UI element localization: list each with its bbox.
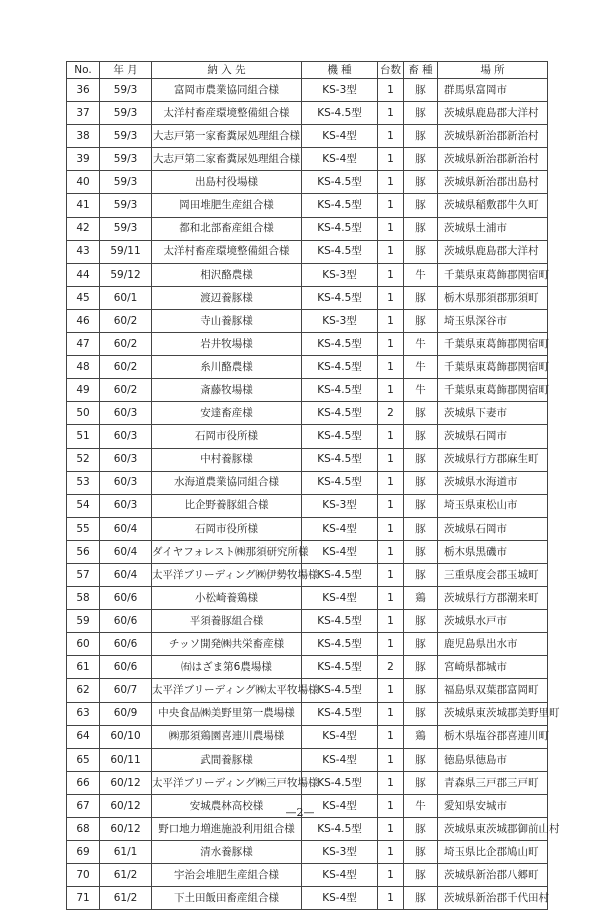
cell-no: 49	[67, 379, 100, 402]
table-row	[67, 125, 548, 148]
cell-model: KS-4.5型	[302, 771, 378, 794]
table-row	[67, 379, 548, 402]
cell-year-month: 60/4	[100, 540, 152, 563]
cell-destination: 大志戸第二家畜糞尿処理組合様	[152, 148, 302, 171]
cell-place: 茨城県石岡市	[438, 517, 548, 540]
cell-destination: 野口地力増進施設利用組合様	[152, 818, 302, 841]
table-row	[67, 471, 548, 494]
cell-year-month: 59/3	[100, 217, 152, 240]
header-place: 場 所	[438, 62, 548, 79]
cell-destination: 富岡市農業協同組合様	[152, 79, 302, 102]
cell-no: 47	[67, 333, 100, 356]
table-row	[67, 286, 548, 309]
cell-model: KS-3型	[302, 309, 378, 332]
cell-model: KS-3型	[302, 494, 378, 517]
cell-place: 鹿児島県出水市	[438, 633, 548, 656]
cell-model: KS-4.5型	[302, 702, 378, 725]
cell-no: 69	[67, 841, 100, 864]
cell-place: 茨城県新治郡新治村	[438, 125, 548, 148]
cell-year-month: 61/2	[100, 864, 152, 887]
cell-destination: 石岡市役所様	[152, 425, 302, 448]
cell-destination: 寺山養豚様	[152, 309, 302, 332]
cell-destination: 宇治会堆肥生産組合様	[152, 864, 302, 887]
cell-animal: 牛	[404, 794, 438, 817]
cell-units: 2	[378, 656, 404, 679]
cell-units: 1	[378, 309, 404, 332]
cell-place: 栃木県那須郡那須町	[438, 286, 548, 309]
header-destination: 納 入 先	[152, 62, 302, 79]
cell-year-month: 60/2	[100, 379, 152, 402]
cell-units: 1	[378, 633, 404, 656]
cell-model: KS-4.5型	[302, 194, 378, 217]
cell-model: KS-4.5型	[302, 610, 378, 633]
cell-place: 栃木県黒磯市	[438, 540, 548, 563]
cell-place: 千葉県東葛飾郡関宿町	[438, 379, 548, 402]
cell-year-month: 60/4	[100, 563, 152, 586]
cell-animal: 豚	[404, 540, 438, 563]
cell-year-month: 60/7	[100, 679, 152, 702]
cell-year-month: 60/6	[100, 587, 152, 610]
cell-units: 1	[378, 263, 404, 286]
cell-model: KS-4型	[302, 725, 378, 748]
cell-no: 67	[67, 794, 100, 817]
cell-year-month: 60/3	[100, 402, 152, 425]
cell-no: 46	[67, 309, 100, 332]
cell-units: 1	[378, 517, 404, 540]
cell-destination: 岩井牧場様	[152, 333, 302, 356]
cell-no: 45	[67, 286, 100, 309]
cell-year-month: 60/3	[100, 471, 152, 494]
table-row	[67, 725, 548, 748]
cell-destination: 安城農林高校様	[152, 794, 302, 817]
cell-animal: 豚	[404, 79, 438, 102]
cell-animal: 豚	[404, 610, 438, 633]
cell-year-month: 60/2	[100, 333, 152, 356]
cell-no: 59	[67, 610, 100, 633]
table-row	[67, 563, 548, 586]
cell-model: KS-4.5型	[302, 171, 378, 194]
cell-place: 茨城県行方郡潮来町	[438, 587, 548, 610]
cell-units: 1	[378, 864, 404, 887]
cell-place: 茨城県新治郡千代田村	[438, 887, 548, 910]
cell-animal: 豚	[404, 194, 438, 217]
cell-animal: 豚	[404, 748, 438, 771]
cell-destination: 石岡市役所様	[152, 517, 302, 540]
cell-model: KS-4型	[302, 864, 378, 887]
cell-model: KS-4.5型	[302, 356, 378, 379]
cell-units: 1	[378, 333, 404, 356]
cell-units: 1	[378, 887, 404, 910]
cell-destination: 太洋村畜産環境整備組合様	[152, 102, 302, 125]
cell-destination: 大志戸第一家畜糞尿処理組合様	[152, 125, 302, 148]
cell-model: KS-4.5型	[302, 102, 378, 125]
cell-year-month: 60/6	[100, 656, 152, 679]
cell-model: KS-4.5型	[302, 402, 378, 425]
cell-place: 埼玉県比企郡鳩山町	[438, 841, 548, 864]
table-row	[67, 194, 548, 217]
cell-year-month: 59/3	[100, 148, 152, 171]
cell-year-month: 60/2	[100, 309, 152, 332]
cell-animal: 豚	[404, 286, 438, 309]
cell-place: 茨城県鹿島郡大洋村	[438, 240, 548, 263]
cell-model: KS-4.5型	[302, 425, 378, 448]
cell-model: KS-4型	[302, 794, 378, 817]
cell-units: 1	[378, 286, 404, 309]
cell-place: 茨城県東茨城郡美野里町	[438, 702, 548, 725]
cell-units: 1	[378, 194, 404, 217]
cell-no: 37	[67, 102, 100, 125]
header-animal: 畜 種	[404, 62, 438, 79]
cell-animal: 牛	[404, 379, 438, 402]
cell-units: 1	[378, 425, 404, 448]
cell-year-month: 60/12	[100, 794, 152, 817]
cell-model: KS-4型	[302, 887, 378, 910]
table-row	[67, 887, 548, 910]
cell-animal: 豚	[404, 148, 438, 171]
cell-no: 66	[67, 771, 100, 794]
cell-no: 58	[67, 587, 100, 610]
cell-place: 茨城県石岡市	[438, 425, 548, 448]
cell-model: KS-4.5型	[302, 679, 378, 702]
cell-place: 千葉県東葛飾郡関宿町	[438, 356, 548, 379]
cell-destination: 渡辺養豚様	[152, 286, 302, 309]
cell-destination: 太平洋ブリーディング㈱伊勢牧場様	[152, 563, 302, 586]
cell-destination: 斎藤牧場様	[152, 379, 302, 402]
cell-no: 68	[67, 818, 100, 841]
cell-animal: 豚	[404, 494, 438, 517]
cell-no: 52	[67, 448, 100, 471]
cell-units: 2	[378, 402, 404, 425]
cell-place: 千葉県東葛飾郡関宿町	[438, 263, 548, 286]
table-row	[67, 771, 548, 794]
cell-year-month: 60/4	[100, 517, 152, 540]
cell-place: 茨城県稲敷郡牛久町	[438, 194, 548, 217]
cell-place: 茨城県東茨城郡御前山村	[438, 818, 548, 841]
cell-units: 1	[378, 217, 404, 240]
cell-destination: ㈲はざま第6農場様	[152, 656, 302, 679]
cell-animal: 牛	[404, 333, 438, 356]
cell-model: KS-4型	[302, 587, 378, 610]
table-row	[67, 494, 548, 517]
cell-place: 茨城県新治郡出島村	[438, 171, 548, 194]
cell-model: KS-4型	[302, 125, 378, 148]
cell-model: KS-4.5型	[302, 379, 378, 402]
cell-place: 茨城県土浦市	[438, 217, 548, 240]
table-row	[67, 633, 548, 656]
cell-year-month: 60/2	[100, 356, 152, 379]
cell-destination: 太平洋ブリーディング㈱三戸牧場様	[152, 771, 302, 794]
cell-place: 茨城県新治郡八郷町	[438, 864, 548, 887]
cell-no: 36	[67, 79, 100, 102]
cell-model: KS-3型	[302, 263, 378, 286]
cell-place: 茨城県行方郡麻生町	[438, 448, 548, 471]
cell-units: 1	[378, 171, 404, 194]
cell-destination: ㈱那須鶏園喜連川農場様	[152, 725, 302, 748]
cell-year-month: 60/6	[100, 633, 152, 656]
cell-model: KS-3型	[302, 841, 378, 864]
cell-destination: 安達畜産様	[152, 402, 302, 425]
cell-destination: 都和北部畜産組合様	[152, 217, 302, 240]
cell-place: 栃木県塩谷郡喜連川町	[438, 725, 548, 748]
header-no: No.	[67, 62, 100, 79]
header-year-month: 年 月	[100, 62, 152, 79]
table-row	[67, 864, 548, 887]
cell-no: 57	[67, 563, 100, 586]
cell-units: 1	[378, 610, 404, 633]
cell-animal: 豚	[404, 633, 438, 656]
table-row	[67, 171, 548, 194]
cell-units: 1	[378, 702, 404, 725]
cell-place: 群馬県富岡市	[438, 79, 548, 102]
cell-units: 1	[378, 725, 404, 748]
cell-no: 40	[67, 171, 100, 194]
table-row	[67, 679, 548, 702]
cell-units: 1	[378, 471, 404, 494]
cell-place: 埼玉県東松山市	[438, 494, 548, 517]
cell-animal: 豚	[404, 402, 438, 425]
cell-model: KS-4型	[302, 540, 378, 563]
cell-units: 1	[378, 563, 404, 586]
cell-no: 38	[67, 125, 100, 148]
table-row	[67, 425, 548, 448]
cell-model: KS-4型	[302, 148, 378, 171]
cell-no: 50	[67, 402, 100, 425]
cell-model: KS-4.5型	[302, 471, 378, 494]
cell-animal: 豚	[404, 887, 438, 910]
cell-no: 64	[67, 725, 100, 748]
cell-no: 39	[67, 148, 100, 171]
cell-destination: 太洋村畜産環境整備組合様	[152, 240, 302, 263]
cell-units: 1	[378, 240, 404, 263]
cell-place: 茨城県新治郡新治村	[438, 148, 548, 171]
table-row	[67, 448, 548, 471]
cell-year-month: 60/1	[100, 286, 152, 309]
cell-no: 71	[67, 887, 100, 910]
cell-no: 54	[67, 494, 100, 517]
cell-no: 41	[67, 194, 100, 217]
cell-animal: 豚	[404, 425, 438, 448]
table-row	[67, 217, 548, 240]
table-row	[67, 841, 548, 864]
cell-destination: 水海道農業協同組合様	[152, 471, 302, 494]
cell-place: 茨城県水戸市	[438, 610, 548, 633]
cell-destination: ダイヤフォレスト㈱那須研究所様	[152, 540, 302, 563]
cell-destination: 比企野養豚組合様	[152, 494, 302, 517]
table-row	[67, 333, 548, 356]
cell-animal: 豚	[404, 171, 438, 194]
table-row	[67, 517, 548, 540]
cell-year-month: 59/3	[100, 171, 152, 194]
cell-units: 1	[378, 794, 404, 817]
cell-place: 福島県双葉郡富岡町	[438, 679, 548, 702]
cell-model: KS-4.5型	[302, 217, 378, 240]
cell-model: KS-4.5型	[302, 286, 378, 309]
table-row	[67, 148, 548, 171]
cell-destination: 中村養豚様	[152, 448, 302, 471]
cell-year-month: 60/9	[100, 702, 152, 725]
cell-units: 1	[378, 771, 404, 794]
table-row	[67, 702, 548, 725]
cell-model: KS-4.5型	[302, 448, 378, 471]
cell-units: 1	[378, 818, 404, 841]
cell-place: 徳島県徳島市	[438, 748, 548, 771]
table-row	[67, 748, 548, 771]
cell-place: 茨城県鹿島郡大洋村	[438, 102, 548, 125]
table-row	[67, 79, 548, 102]
cell-animal: 豚	[404, 841, 438, 864]
delivery-table	[66, 61, 560, 910]
cell-animal: 豚	[404, 702, 438, 725]
cell-animal: 豚	[404, 125, 438, 148]
cell-destination: 下土田飯田畜産組合様	[152, 887, 302, 910]
cell-destination: チッソ開発㈱共栄畜産様	[152, 633, 302, 656]
cell-animal: 鶏	[404, 587, 438, 610]
cell-destination: 武間養豚様	[152, 748, 302, 771]
cell-model: KS-4.5型	[302, 656, 378, 679]
table-body	[67, 79, 560, 910]
cell-year-month: 60/10	[100, 725, 152, 748]
cell-model: KS-4.5型	[302, 333, 378, 356]
cell-no: 65	[67, 748, 100, 771]
header-model: 機 種	[302, 62, 378, 79]
delivery-record-sheet	[66, 61, 560, 910]
table-row	[67, 263, 548, 286]
cell-units: 1	[378, 448, 404, 471]
cell-units: 1	[378, 356, 404, 379]
cell-year-month: 59/3	[100, 79, 152, 102]
cell-animal: 豚	[404, 517, 438, 540]
cell-place: 茨城県下妻市	[438, 402, 548, 425]
cell-animal: 豚	[404, 240, 438, 263]
cell-animal: 豚	[404, 471, 438, 494]
cell-animal: 豚	[404, 818, 438, 841]
cell-units: 1	[378, 148, 404, 171]
cell-year-month: 61/2	[100, 887, 152, 910]
cell-destination: 小松崎養鶏様	[152, 587, 302, 610]
cell-animal: 豚	[404, 563, 438, 586]
cell-no: 56	[67, 540, 100, 563]
cell-animal: 豚	[404, 102, 438, 125]
cell-year-month: 60/6	[100, 610, 152, 633]
page-number: —2—	[285, 806, 315, 819]
cell-model: KS-4.5型	[302, 240, 378, 263]
table-row	[67, 656, 548, 679]
cell-units: 1	[378, 125, 404, 148]
cell-destination: 相沢酪農様	[152, 263, 302, 286]
cell-destination: 岡田堆肥生産組合様	[152, 194, 302, 217]
cell-year-month: 59/12	[100, 263, 152, 286]
cell-model: KS-3型	[302, 79, 378, 102]
cell-no: 62	[67, 679, 100, 702]
header-units: 台数	[378, 62, 404, 79]
cell-model: KS-4.5型	[302, 633, 378, 656]
table-row	[67, 309, 548, 332]
cell-no: 42	[67, 217, 100, 240]
table-row	[67, 540, 548, 563]
cell-units: 1	[378, 494, 404, 517]
cell-place: 宮崎県都城市	[438, 656, 548, 679]
cell-animal: 牛	[404, 263, 438, 286]
cell-no: 51	[67, 425, 100, 448]
cell-animal: 豚	[404, 656, 438, 679]
table-row	[67, 240, 548, 263]
cell-no: 60	[67, 633, 100, 656]
cell-year-month: 59/3	[100, 194, 152, 217]
cell-destination: 平須養豚組合様	[152, 610, 302, 633]
cell-year-month: 60/11	[100, 748, 152, 771]
cell-units: 1	[378, 587, 404, 610]
table-row	[67, 818, 548, 841]
cell-animal: 豚	[404, 217, 438, 240]
cell-no: 43	[67, 240, 100, 263]
cell-animal: 豚	[404, 448, 438, 471]
cell-no: 63	[67, 702, 100, 725]
cell-animal: 鶏	[404, 725, 438, 748]
cell-year-month: 60/3	[100, 448, 152, 471]
cell-place: 愛知県安城市	[438, 794, 548, 817]
cell-year-month: 60/12	[100, 771, 152, 794]
cell-year-month: 60/3	[100, 425, 152, 448]
cell-animal: 豚	[404, 309, 438, 332]
cell-destination: 糸川酪農様	[152, 356, 302, 379]
table-row	[67, 610, 548, 633]
cell-units: 1	[378, 79, 404, 102]
cell-place: 三重県度会郡玉城町	[438, 563, 548, 586]
cell-year-month: 59/3	[100, 125, 152, 148]
cell-animal: 豚	[404, 864, 438, 887]
cell-year-month: 60/3	[100, 494, 152, 517]
cell-place: 埼玉県深谷市	[438, 309, 548, 332]
table-row	[67, 102, 548, 125]
cell-year-month: 59/11	[100, 240, 152, 263]
table-row	[67, 587, 548, 610]
cell-animal: 豚	[404, 679, 438, 702]
cell-place: 千葉県東葛飾郡関宿町	[438, 333, 548, 356]
cell-no: 53	[67, 471, 100, 494]
header-row	[67, 62, 548, 79]
cell-place: 青森県三戸郡三戸町	[438, 771, 548, 794]
cell-no: 48	[67, 356, 100, 379]
cell-units: 1	[378, 679, 404, 702]
cell-units: 1	[378, 379, 404, 402]
cell-destination: 中央食品㈱美野里第一農場様	[152, 702, 302, 725]
cell-no: 44	[67, 263, 100, 286]
cell-destination: 清水養豚様	[152, 841, 302, 864]
cell-units: 1	[378, 841, 404, 864]
table-row	[67, 402, 548, 425]
cell-year-month: 61/1	[100, 841, 152, 864]
cell-no: 70	[67, 864, 100, 887]
cell-animal: 豚	[404, 771, 438, 794]
cell-no: 61	[67, 656, 100, 679]
cell-destination: 太平洋ブリーディング㈱太平牧場様	[152, 679, 302, 702]
cell-units: 1	[378, 748, 404, 771]
cell-model: KS-4型	[302, 748, 378, 771]
cell-year-month: 59/3	[100, 102, 152, 125]
cell-animal: 牛	[404, 356, 438, 379]
cell-units: 1	[378, 540, 404, 563]
cell-place: 茨城県水海道市	[438, 471, 548, 494]
cell-year-month: 60/12	[100, 818, 152, 841]
cell-model: KS-4型	[302, 517, 378, 540]
table-row	[67, 356, 548, 379]
cell-model: KS-4.5型	[302, 818, 378, 841]
cell-units: 1	[378, 102, 404, 125]
cell-no: 55	[67, 517, 100, 540]
cell-model: KS-4.5型	[302, 563, 378, 586]
cell-destination: 出島村役場様	[152, 171, 302, 194]
